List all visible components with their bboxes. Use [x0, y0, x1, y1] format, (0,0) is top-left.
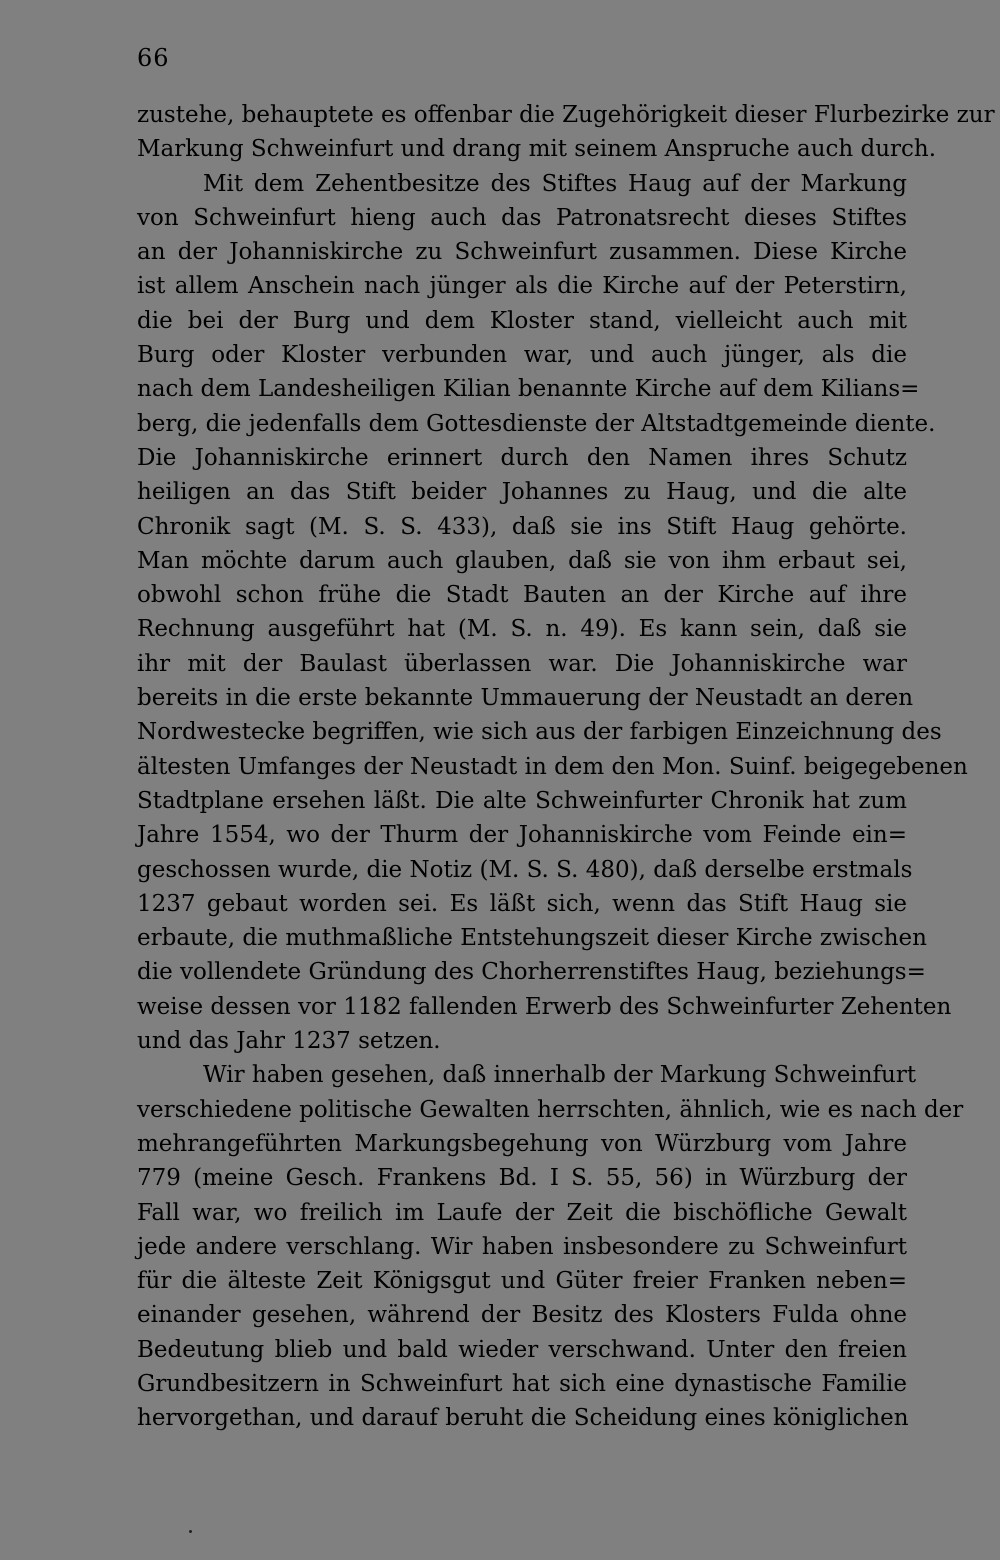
text-line: die bei der Burg und dem Kloster stand, vielleicht auch mit: [137, 307, 907, 334]
text-line: 1237 gebaut worden sei. Es läßt sich, wenn das Stift Haug sie: [137, 890, 907, 917]
text-line: hervorgethan, und darauf beruht die Scheidung eines königlichen: [137, 1405, 909, 1432]
text-line: weise dessen vor 1182 fallenden Erwerb des Schweinfurter Zehenten: [137, 993, 952, 1020]
text-line: nach dem Landesheiligen Kilian benannte Kirche auf dem Kilians=: [137, 376, 920, 403]
text-line: Nordwestecke begriffen, wie sich aus der farbigen Einzeichnung des: [137, 719, 942, 746]
text-line: an der Johanniskirche zu Schweinfurt zusammen. Diese Kirche: [137, 239, 907, 266]
text-line: Chronik sagt (M. S. S. 433), daß sie ins Stift Haug gehörte.: [137, 513, 907, 540]
page-number: 66: [137, 44, 170, 72]
text-line: ihr mit der Baulast überlassen war. Die Johanniskirche war: [137, 650, 907, 677]
text-line: Wir haben gesehen, daß innerhalb der Markung Schweinfurt: [203, 1062, 917, 1089]
text-line: mehrangeführten Markungsbegehung von Würzburg vom Jahre: [137, 1130, 907, 1157]
text-line: Mit dem Zehentbesitze des Stiftes Haug auf der Markung: [203, 170, 907, 197]
text-line: einander gesehen, während der Besitz des Klosters Fulda ohne: [137, 1302, 907, 1329]
text-line: zustehe, behauptete es offenbar die Zugehörigkeit dieser Flurbezirke zur: [137, 102, 995, 128]
text-line: und das Jahr 1237 setzen.: [137, 1028, 441, 1055]
text-line: ist allem Anschein nach jünger als die Kirche auf der Peterstirn,: [137, 273, 907, 300]
text-line: obwohl schon frühe die Stadt Bauten an der Kirche auf ihre: [137, 582, 907, 609]
text-line: von Schweinfurt hieng auch das Patronatsrecht dieses Stiftes: [137, 204, 907, 231]
text-line: Jahre 1554, wo der Thurm der Johanniskirche vom Feinde ein=: [137, 822, 907, 849]
text-line: 779 (meine Gesch. Frankens Bd. I S. 55, 56) in Würzburg der: [137, 1165, 907, 1192]
text-line: geschossen wurde, die Notiz (M. S. S. 480), daß derselbe erstmals: [137, 856, 913, 883]
text-line: Grundbesitzern in Schweinfurt hat sich eine dynastische Familie: [137, 1370, 907, 1397]
text-line: erbaute, die muthmaßliche Entstehungszeit dieser Kirche zwischen: [137, 925, 927, 952]
text-line: Fall war, wo freilich im Laufe der Zeit die bischöfliche Gewalt: [137, 1199, 907, 1226]
text-line: Markung Schweinfurt und drang mit seinem Anspruche auch durch.: [137, 136, 937, 163]
text-line: berg, die jedenfalls dem Gottesdienste der Altstadtgemeinde diente.: [137, 410, 936, 437]
text-line: Bedeutung blieb und bald wieder verschwand. Unter den freien: [137, 1336, 907, 1363]
text-line: Stadtplane ersehen läßt. Die alte Schweinfurter Chronik hat zum: [137, 787, 907, 814]
text-line: bereits in die erste bekannte Ummauerung der Neustadt an deren: [137, 685, 914, 712]
text-line: ältesten Umfanges der Neustadt in dem den Mon. Suinf. beigegebenen: [137, 753, 968, 780]
text-line: Burg oder Kloster verbunden war, und auch jünger, als die: [137, 342, 907, 369]
ink-speck: [189, 1530, 192, 1533]
text-line: Die Johanniskirche erinnert durch den Namen ihres Schutz: [137, 444, 907, 471]
text-line: die vollendete Gründung des Chorherrenstiftes Haug, beziehungs=: [137, 959, 926, 986]
text-line: Man möchte darum auch glauben, daß sie von ihm erbaut sei,: [137, 547, 907, 574]
text-line: heiligen an das Stift beider Johannes zu Haug, und die alte: [137, 479, 907, 506]
text-line: verschiedene politische Gewalten herrschten, ähnlich, wie es nach der: [137, 1096, 964, 1123]
text-line: Rechnung ausgeführt hat (M. S. n. 49). Es kann sein, daß sie: [137, 616, 907, 643]
text-line: jede andere verschlang. Wir haben insbesondere zu Schweinfurt: [137, 1233, 907, 1260]
body-text: [137, 98, 995, 1436]
text-line: für die älteste Zeit Königsgut und Güter freier Franken neben=: [137, 1268, 907, 1295]
